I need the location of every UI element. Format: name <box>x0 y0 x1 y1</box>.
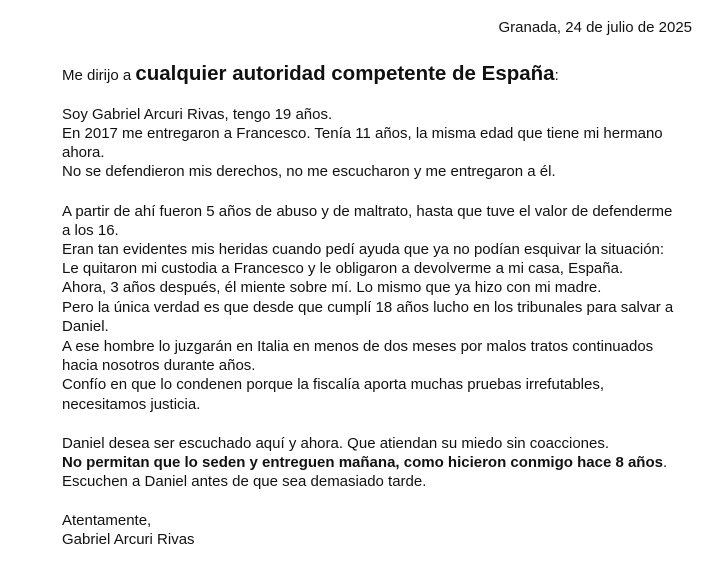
salutation-prefix: Me dirijo a <box>62 67 136 84</box>
body-line: Eran tan evidentes mis heridas cuando pedí ayuda que ya no podían esquivar la situación: <box>62 241 665 258</box>
body-line: Daniel. <box>62 318 109 335</box>
body-line: hacia nosotros durante años. <box>62 357 256 374</box>
body-line: Ahora, 3 años después, él miente sobre mí. Lo mismo que ya hizo con mi madre. <box>62 279 602 296</box>
body-line: a los 16. <box>62 222 119 239</box>
bold-plea-period: . <box>662 454 668 471</box>
salutation-suffix: : <box>554 67 559 84</box>
body-line: A partir de ahí fueron 5 años de abuso y de maltrato, hasta que tuve el valor de defenderme <box>62 203 673 220</box>
bold-plea <box>62 454 667 472</box>
body-line: En 2017 me entregaron a Francesco. Tenía 11 años, la misma edad que tiene mi hermano <box>62 125 663 142</box>
body-line: Confío en que lo condenen porque la fiscalía aporta muchas pruebas irrefutables, <box>62 376 605 393</box>
body-line: necesitamos justicia. <box>62 396 201 413</box>
salutation <box>62 62 559 88</box>
closing: Atentamente, <box>62 512 152 529</box>
letter-date: Granada, 24 de julio de 2025 <box>498 19 692 36</box>
body-line: ahora. <box>62 144 105 161</box>
body-line: Escuchen a Daniel antes de que sea demasiado tarde. <box>62 473 427 490</box>
body-line: Pero la única verdad es que desde que cumplí 18 años lucho en los tribunales para salvar a <box>62 299 674 316</box>
salutation-addressee: cualquier autoridad competente de España <box>135 62 555 85</box>
bold-plea-text: No permitan que lo seden y entreguen mañana, como hicieron conmigo hace 8 años <box>62 454 663 471</box>
body-line: A ese hombre lo juzgarán en Italia en menos de dos meses por malos tratos continuados <box>62 338 654 355</box>
body-line: No se defendieron mis derechos, no me escucharon y me entregaron a él. <box>62 163 556 180</box>
body-line: Soy Gabriel Arcuri Rivas, tengo 19 años. <box>62 106 333 123</box>
signature: Gabriel Arcuri Rivas <box>62 531 195 548</box>
body-line: Daniel desea ser escuchado aquí y ahora. Que atiendan su miedo sin coacciones. <box>62 435 610 452</box>
body-line: Le quitaron mi custodia a Francesco y le obligaron a devolverme a mi casa, España. <box>62 260 624 277</box>
